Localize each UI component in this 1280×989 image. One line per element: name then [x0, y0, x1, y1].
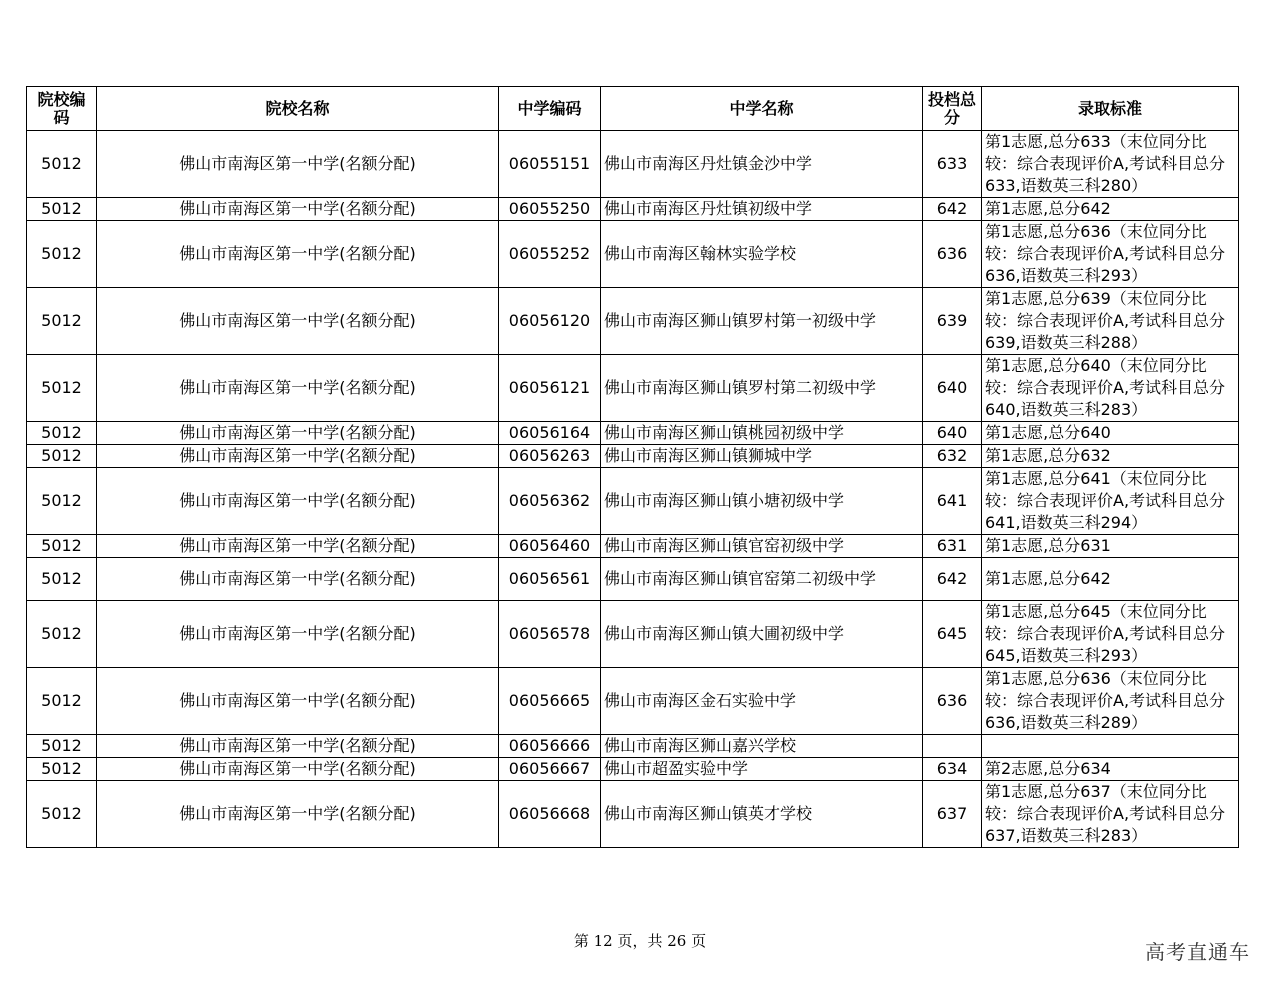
cell-school-code: 5012	[27, 422, 97, 445]
cell-school-name: 佛山市南海区第一中学(名额分配)	[97, 558, 499, 601]
table-row	[27, 198, 1239, 221]
cell-school-code: 5012	[27, 355, 97, 422]
header-school-code: 院校编码	[27, 87, 97, 131]
cell-total-score	[923, 735, 982, 758]
cell-middle-code: 06055252	[499, 221, 601, 288]
cell-school-name: 佛山市南海区第一中学(名额分配)	[97, 355, 499, 422]
cell-school-code: 5012	[27, 558, 97, 601]
cell-admission-standard: 第1志愿,总分640	[982, 422, 1239, 445]
cell-total-score: 640	[923, 355, 982, 422]
cell-admission-standard: 第1志愿,总分639（末位同分比较：综合表现评价A,考试科目总分639,语数英三科288）	[982, 288, 1239, 355]
table-row	[27, 445, 1239, 468]
cell-school-code: 5012	[27, 735, 97, 758]
cell-middle-name: 佛山市南海区狮山镇小塘初级中学	[601, 468, 923, 535]
cell-admission-standard: 第1志愿,总分637（末位同分比较：综合表现评价A,考试科目总分637,语数英三科283）	[982, 781, 1239, 848]
cell-total-score: 634	[923, 758, 982, 781]
table-row	[27, 355, 1239, 422]
cell-middle-code: 06056120	[499, 288, 601, 355]
cell-school-name: 佛山市南海区第一中学(名额分配)	[97, 735, 499, 758]
cell-middle-name: 佛山市南海区狮山镇罗村第二初级中学	[601, 355, 923, 422]
cell-admission-standard: 第1志愿,总分642	[982, 198, 1239, 221]
cell-admission-standard: 第1志愿,总分633（末位同分比较：综合表现评价A,考试科目总分633,语数英三科280）	[982, 131, 1239, 198]
cell-school-name: 佛山市南海区第一中学(名额分配)	[97, 445, 499, 468]
cell-middle-code: 06056121	[499, 355, 601, 422]
cell-school-name: 佛山市南海区第一中学(名额分配)	[97, 781, 499, 848]
cell-middle-code: 06056578	[499, 601, 601, 668]
cell-middle-code: 06056561	[499, 558, 601, 601]
cell-school-name: 佛山市南海区第一中学(名额分配)	[97, 422, 499, 445]
header-middle-name: 中学名称	[601, 87, 923, 131]
cell-admission-standard: 第1志愿,总分641（末位同分比较：综合表现评价A,考试科目总分641,语数英三科294）	[982, 468, 1239, 535]
cell-middle-code: 06055151	[499, 131, 601, 198]
cell-total-score: 636	[923, 668, 982, 735]
cell-school-code: 5012	[27, 198, 97, 221]
cell-total-score: 639	[923, 288, 982, 355]
cell-school-code: 5012	[27, 758, 97, 781]
cell-school-code: 5012	[27, 131, 97, 198]
cell-middle-name: 佛山市南海区金石实验中学	[601, 668, 923, 735]
cell-middle-name: 佛山市南海区狮山镇英才学校	[601, 781, 923, 848]
table-row	[27, 535, 1239, 558]
cell-total-score: 645	[923, 601, 982, 668]
cell-middle-name: 佛山市南海区丹灶镇初级中学	[601, 198, 923, 221]
cell-middle-name: 佛山市南海区翰林实验学校	[601, 221, 923, 288]
cell-total-score: 637	[923, 781, 982, 848]
cell-school-code: 5012	[27, 781, 97, 848]
cell-school-name: 佛山市南海区第一中学(名额分配)	[97, 535, 499, 558]
table-row	[27, 288, 1239, 355]
cell-middle-code: 06056668	[499, 781, 601, 848]
cell-middle-code: 06056164	[499, 422, 601, 445]
cell-middle-code: 06056460	[499, 535, 601, 558]
cell-admission-standard: 第1志愿,总分631	[982, 535, 1239, 558]
cell-total-score: 632	[923, 445, 982, 468]
cell-school-name: 佛山市南海区第一中学(名额分配)	[97, 668, 499, 735]
cell-middle-name: 佛山市南海区狮山镇桃园初级中学	[601, 422, 923, 445]
cell-middle-name: 佛山市南海区丹灶镇金沙中学	[601, 131, 923, 198]
table-row	[27, 601, 1239, 668]
cell-school-name: 佛山市南海区第一中学(名额分配)	[97, 198, 499, 221]
cell-middle-code: 06056667	[499, 758, 601, 781]
cell-total-score: 642	[923, 198, 982, 221]
cell-admission-standard: 第2志愿,总分634	[982, 758, 1239, 781]
cell-middle-name: 佛山市南海区狮山镇罗村第一初级中学	[601, 288, 923, 355]
cell-middle-code: 06056665	[499, 668, 601, 735]
cell-total-score: 631	[923, 535, 982, 558]
cell-middle-code: 06056362	[499, 468, 601, 535]
table-row	[27, 758, 1239, 781]
cell-middle-name: 佛山市南海区狮山镇狮城中学	[601, 445, 923, 468]
admission-table	[26, 86, 1239, 848]
cell-school-code: 5012	[27, 601, 97, 668]
cell-total-score: 636	[923, 221, 982, 288]
watermark-text: 高考直通车	[1145, 940, 1250, 964]
cell-admission-standard: 第1志愿,总分636（末位同分比较：综合表现评价A,考试科目总分636,语数英三科293）	[982, 221, 1239, 288]
cell-school-code: 5012	[27, 445, 97, 468]
cell-total-score: 640	[923, 422, 982, 445]
page-number-footer: 第 12 页，共 26 页	[573, 932, 707, 950]
cell-school-name: 佛山市南海区第一中学(名额分配)	[97, 288, 499, 355]
cell-middle-name: 佛山市南海区狮山嘉兴学校	[601, 735, 923, 758]
table-header-row	[27, 87, 1239, 131]
header-middle-code: 中学编码	[499, 87, 601, 131]
cell-middle-name: 佛山市南海区狮山镇大圃初级中学	[601, 601, 923, 668]
table-row	[27, 468, 1239, 535]
cell-admission-standard	[982, 735, 1239, 758]
cell-school-code: 5012	[27, 221, 97, 288]
cell-total-score: 633	[923, 131, 982, 198]
cell-school-code: 5012	[27, 288, 97, 355]
table-row	[27, 735, 1239, 758]
cell-middle-name: 佛山市南海区狮山镇官窑初级中学	[601, 535, 923, 558]
header-total-score: 投档总分	[923, 87, 982, 131]
cell-total-score: 641	[923, 468, 982, 535]
cell-school-name: 佛山市南海区第一中学(名额分配)	[97, 601, 499, 668]
table-row	[27, 422, 1239, 445]
cell-admission-standard: 第1志愿,总分632	[982, 445, 1239, 468]
cell-admission-standard: 第1志愿,总分645（末位同分比较：综合表现评价A,考试科目总分645,语数英三科293）	[982, 601, 1239, 668]
cell-admission-standard: 第1志愿,总分636（末位同分比较：综合表现评价A,考试科目总分636,语数英三科289）	[982, 668, 1239, 735]
cell-middle-name: 佛山市南海区狮山镇官窑第二初级中学	[601, 558, 923, 601]
cell-school-name: 佛山市南海区第一中学(名额分配)	[97, 758, 499, 781]
cell-middle-code: 06056263	[499, 445, 601, 468]
cell-total-score: 642	[923, 558, 982, 601]
cell-middle-name: 佛山市超盈实验中学	[601, 758, 923, 781]
cell-school-code: 5012	[27, 668, 97, 735]
cell-admission-standard: 第1志愿,总分642	[982, 558, 1239, 601]
header-admission-standard: 录取标准	[982, 87, 1239, 131]
cell-middle-code: 06055250	[499, 198, 601, 221]
cell-school-code: 5012	[27, 468, 97, 535]
table-row	[27, 668, 1239, 735]
table-row	[27, 558, 1239, 601]
table-row	[27, 221, 1239, 288]
cell-school-name: 佛山市南海区第一中学(名额分配)	[97, 221, 499, 288]
cell-school-name: 佛山市南海区第一中学(名额分配)	[97, 131, 499, 198]
cell-school-code: 5012	[27, 535, 97, 558]
cell-middle-code: 06056666	[499, 735, 601, 758]
table-row	[27, 131, 1239, 198]
cell-school-name: 佛山市南海区第一中学(名额分配)	[97, 468, 499, 535]
header-school-name: 院校名称	[97, 87, 499, 131]
cell-admission-standard: 第1志愿,总分640（末位同分比较：综合表现评价A,考试科目总分640,语数英三科283）	[982, 355, 1239, 422]
table-row	[27, 781, 1239, 848]
